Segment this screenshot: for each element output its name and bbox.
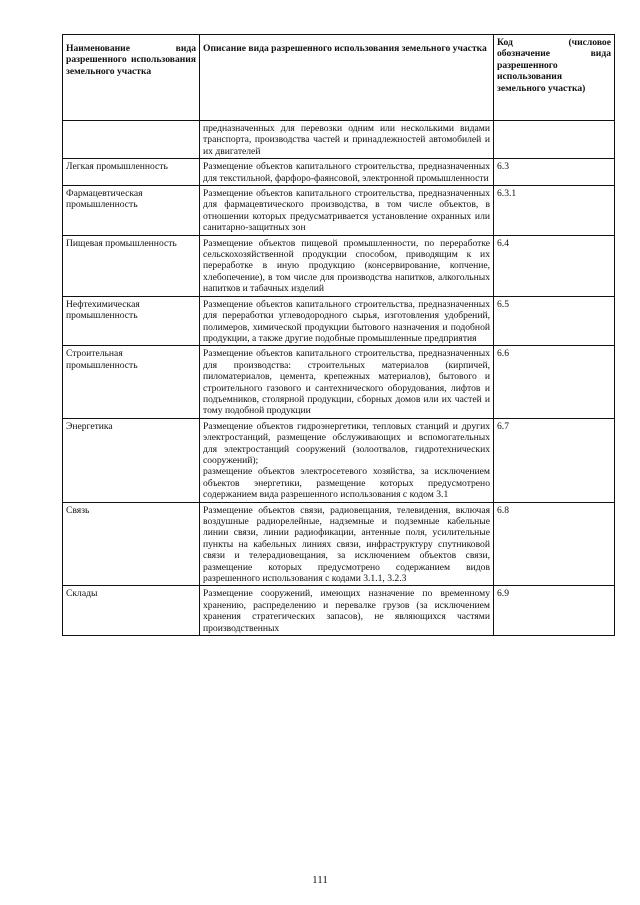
use-description [200,235,494,296]
description-paragraph: Размещение объектов капитального строительства, предназначенных для фармацевтического производства, в том числе объектов, в отношении которых предусматривается установление охранных или санитарно-защитных зон [203,188,490,234]
description-paragraph: Размещение объектов связи, радиовещания, телевидения, включая воздушные радиорелейные, надземные и подземные кабельные линии связи, линии радиофикации, антенные поля, усилительные пункты на кабельных линиях связи, инфраструктуру спутниковой связи и телерадиовещания, за исключением объектов связи, размещение которых предусмотрено содержанием видов разрешенного использования с кодами 3.1.1, 3.2.3 [203,504,490,585]
use-name: Связь [63,502,200,586]
description-paragraph: Размещение объектов гидроэнергетики, тепловых станций и других электростанций, размещение обслуживающих и вспомогательных для электростанций сооружений (золоотвалов, гидротехнических сооружений); [203,420,490,466]
use-name: Энергетика [63,418,200,502]
description-paragraph: Размещение объектов пищевой промышленности, по переработке сельскохозяйственной продукции способом, приводящим к их переработке в иную продукцию (консервирование, копчение, хлебопечение), в том числе для производства напитков, алкогольных напитков и табачных изделий [203,237,490,295]
description-paragraph: размещение объектов электросетевого хозяйства, за исключением объектов энергетики, размещение которых предусмотрено содержанием вида разрешенного использования с кодом 3.1 [203,466,490,501]
use-code: 6.8 [494,502,615,586]
page-number: 111 [312,874,328,886]
table-row [63,346,615,418]
use-name: Нефтехимическая промышленность [63,296,200,346]
use-description [200,586,494,636]
use-description [200,159,494,186]
use-description [200,418,494,502]
header-description: Описание вида разрешенного использования земельного участка [200,35,494,121]
use-code: 6.3.1 [494,186,615,236]
use-description [200,346,494,418]
use-name: Пищевая промышленность [63,235,200,296]
use-description [200,502,494,586]
header-name: Наименование вида разрешенного использования земельного участка [63,35,200,121]
table-row [63,586,615,636]
use-code: 6.4 [494,235,615,296]
use-description [200,296,494,346]
use-name: Строительная промышленность [63,346,200,418]
table-row [63,418,615,502]
use-code: 6.7 [494,418,615,502]
header-code: Код (числовое обозначение вида разрешенного использования земельного участка) [494,35,615,121]
use-code: 6.6 [494,346,615,418]
table-row [63,235,615,296]
description-paragraph: Размещение объектов капитального строительства, предназначенных для производства: строительных материалов (кирпичей, пиломатериалов, цемента, крепежных материалов), бытового и строительного газового и сантехнического оборудования, лифтов и подъемников, столярной продукции, сборных домов или их частей и тому подобной продукции [203,348,490,417]
use-code: 6.3 [494,159,615,186]
table-row [63,159,615,186]
use-code: 6.9 [494,586,615,636]
table-row [63,296,615,346]
description-paragraph: предназначенных для перевозки одним или несколькими видами транспорта, производства частей и принадлежностей автомобилей и их двигателей [203,123,490,157]
use-name: Легкая промышленность [63,159,200,186]
use-description [200,121,494,159]
description-paragraph: Размещение сооружений, имеющих назначение по временному хранению, распределению и перевалке грузов (за исключением хранения стратегических запасов), не являющихся частями производственных [203,588,490,634]
description-paragraph: Размещение объектов капитального строительства, предназначенных для переработки углеводородного сырья, изготовления удобрений, полимеров, химической продукции бытового назначения и подобной продукции, а также другие подобные промышленные предприятия [203,298,490,344]
use-name: Склады [63,586,200,636]
table-row [63,121,615,159]
use-description [200,186,494,236]
table-row [63,502,615,586]
use-name: Фармацевтическая промышленность [63,186,200,236]
use-code [494,121,615,159]
table-row [63,186,615,236]
use-code: 6.5 [494,296,615,346]
use-name [63,121,200,159]
table-header-row [63,35,615,121]
land-use-table [62,34,615,636]
description-paragraph: Размещение объектов капитального строительства, предназначенных для текстильной, фарфоро-фаянсовой, электронной промышленности [203,161,490,184]
